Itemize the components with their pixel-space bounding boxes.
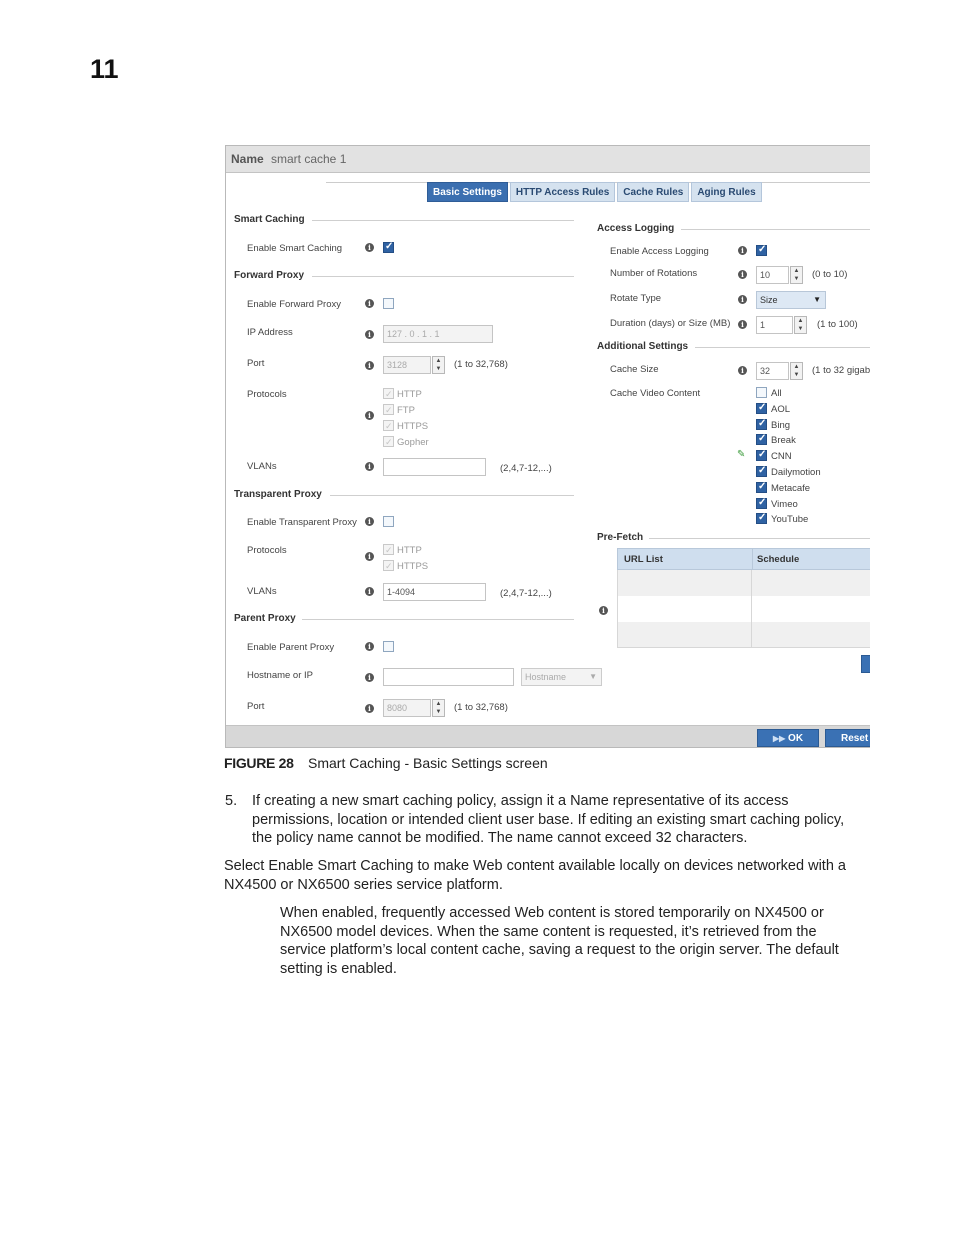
enable-parent-proxy-label: Enable Parent Proxy — [247, 642, 335, 653]
protocol-http-label: HTTP — [397, 389, 422, 400]
dialog-footer — [226, 725, 870, 748]
additional-settings-heading: Additional Settings — [597, 341, 689, 352]
step-number: 5. — [225, 793, 238, 809]
video-break-checkbox[interactable] — [756, 434, 767, 445]
port-stepper[interactable]: ▲ ▼ — [432, 699, 445, 717]
enable-forward-proxy-label: Enable Forward Proxy — [247, 299, 341, 310]
video-option-label: All — [771, 388, 782, 399]
smart-caching-screenshot — [225, 145, 870, 748]
figure-title: Smart Caching - Basic Settings screen — [308, 755, 548, 771]
hostname-type-value: Hostname — [525, 672, 567, 682]
tab-http-access-rules[interactable]: HTTP Access Rules — [510, 182, 615, 202]
rotations-input[interactable]: 10 — [756, 266, 789, 284]
video-option-label: YouTube — [771, 514, 809, 526]
video-vimeo-checkbox[interactable] — [756, 498, 767, 509]
rotations-stepper[interactable]: ▲ ▼ — [790, 266, 803, 284]
figure-caption — [224, 755, 548, 771]
hostname-input[interactable] — [383, 668, 514, 686]
video-option-label: Dailymotion — [771, 467, 821, 478]
enable-forward-proxy-checkbox[interactable] — [383, 298, 394, 309]
info-icon: i — [738, 295, 747, 304]
step-5-paragraph — [252, 792, 867, 848]
hostname-type-select[interactable] — [521, 668, 602, 686]
rotations-range-hint: (0 to 10) — [812, 269, 848, 280]
transparent-http-label: HTTP — [397, 545, 422, 556]
protocol-gopher-checkbox[interactable] — [383, 436, 394, 447]
enable-access-logging-label: Enable Access Logging — [610, 246, 709, 257]
transparent-http-checkbox[interactable] — [383, 544, 394, 555]
vlans-label: VLANs — [247, 586, 277, 597]
video-all-checkbox[interactable] — [756, 387, 767, 398]
ok-button[interactable] — [757, 729, 819, 747]
ok-arrow-icon: ▶▶ — [772, 734, 786, 743]
divider — [312, 220, 574, 221]
name-term: Name — [570, 793, 609, 809]
divider — [695, 347, 870, 348]
cache-size-input[interactable]: 32 — [756, 362, 789, 380]
divider — [681, 229, 870, 230]
table-row[interactable] — [617, 570, 870, 596]
rotate-type-label: Rotate Type — [610, 293, 662, 304]
cache-size-stepper[interactable]: ▲ ▼ — [790, 362, 803, 380]
protocol-http-checkbox[interactable] — [383, 388, 394, 399]
reset-button-label: Reset — [841, 733, 869, 744]
pencil-icon: ✎ — [737, 449, 746, 460]
column-divider — [752, 548, 753, 570]
protocols-label: Protocols — [247, 389, 287, 400]
port-label: Port — [247, 358, 265, 369]
select-text: Select — [224, 858, 269, 874]
forward-proxy-heading: Forward Proxy — [234, 270, 305, 281]
transparent-proxy-heading: Transparent Proxy — [234, 489, 322, 500]
duration-range-hint: (1 to 100) — [817, 319, 858, 330]
tab-bar — [427, 182, 764, 202]
tab-basic-settings[interactable]: Basic Settings — [427, 182, 508, 202]
tab-aging-rules[interactable]: Aging Rules — [691, 182, 761, 202]
vlans-hint: (2,4,7-12,...) — [500, 588, 552, 599]
video-cnn-checkbox[interactable] — [756, 450, 767, 461]
enable-transparent-proxy-label: Enable Transparent Proxy — [247, 517, 357, 528]
transparent-vlans-input[interactable]: 1-4094 — [383, 583, 486, 601]
video-metacafe-checkbox[interactable] — [756, 482, 767, 493]
table-row[interactable] — [617, 596, 870, 622]
transparent-https-label: HTTPS — [397, 561, 429, 572]
port-range-hint: (1 to 32,768) — [454, 702, 508, 713]
url-list-column[interactable]: URL List — [624, 554, 663, 565]
figure-number: FIGURE 28 — [224, 755, 294, 771]
info-icon: i — [365, 517, 374, 526]
port-range-hint: (1 to 32,768) — [454, 359, 508, 370]
divider — [649, 538, 870, 539]
info-icon: i — [365, 361, 374, 370]
enable-smart-caching-label: Enable Smart Caching — [247, 243, 343, 254]
protocol-https-checkbox[interactable] — [383, 420, 394, 431]
reset-button[interactable] — [825, 729, 870, 747]
info-icon: i — [599, 606, 608, 615]
name-bar — [226, 146, 870, 173]
info-icon: i — [738, 270, 747, 279]
port-stepper[interactable]: ▲ ▼ — [432, 356, 445, 374]
video-option-label: Vimeo — [771, 498, 798, 510]
divider — [330, 495, 574, 496]
name-value[interactable]: smart cache 1 — [271, 152, 347, 166]
rotations-label: Number of Rotations — [610, 268, 698, 279]
protocol-ftp-label: FTP — [397, 405, 415, 416]
cache-size-label: Cache Size — [610, 364, 659, 375]
info-icon: i — [738, 320, 747, 329]
ok-button-label: OK — [788, 733, 804, 744]
info-icon: i — [365, 462, 374, 471]
info-icon: i — [365, 411, 374, 420]
video-option-label: Bing — [771, 419, 791, 431]
rotate-type-value: Size — [760, 295, 778, 305]
select-text: to make Web content available locally on devices networked with a NX4500 or NX6500 series service platform. — [224, 858, 846, 893]
vlans-hint: (2,4,7-12,...) — [500, 463, 552, 474]
hostname-label: Hostname or IP — [247, 670, 313, 681]
vlans-label: VLANs — [247, 461, 277, 472]
video-option-label: CNN — [771, 451, 792, 463]
info-icon: i — [365, 642, 374, 651]
video-option-label: Break — [771, 435, 796, 447]
access-logging-heading: Access Logging — [597, 223, 675, 234]
protocol-ftp-checkbox[interactable] — [383, 404, 394, 415]
step-5-text: If creating a new smart caching policy, assign it a — [252, 793, 571, 809]
protocol-gopher-label: Gopher — [397, 437, 429, 448]
forward-port-input[interactable]: 3128 — [383, 356, 431, 374]
column-divider — [751, 570, 752, 648]
enable-smart-caching-term: Enable Smart Caching — [268, 858, 414, 874]
info-icon: i — [365, 243, 374, 252]
info-icon: i — [365, 587, 374, 596]
ip-address-input[interactable]: 127 . 0 . 1 . 1 — [383, 325, 493, 343]
video-bing-checkbox[interactable] — [756, 419, 767, 430]
cache-size-range-hint: (1 to 32 gigab — [812, 365, 870, 376]
info-icon: i — [365, 299, 374, 308]
divider — [312, 276, 574, 277]
cache-video-label: Cache Video Content — [610, 388, 701, 399]
duration-stepper[interactable]: ▲ ▼ — [794, 316, 807, 334]
enable-smart-caching-checkbox[interactable] — [383, 242, 394, 253]
tab-cache-rules[interactable]: Cache Rules — [617, 182, 689, 202]
chevron-down-icon: ▼ — [589, 672, 597, 681]
divider — [302, 619, 574, 620]
video-aol-checkbox[interactable] — [756, 403, 767, 414]
port-label: Port — [247, 701, 265, 712]
video-option-label: Metacafe — [771, 482, 811, 494]
table-row[interactable] — [617, 622, 870, 648]
when-enabled-paragraph: When enabled, frequently accessed Web content is stored temporarily on NX4500 or NX6500 model devices. When the same content is requested, it’s retrieved from the service platform’s local content cache, saving a request to the origin server. The default setting is enabled. — [280, 905, 839, 978]
schedule-column[interactable]: Schedule — [757, 554, 800, 565]
enable-transparent-proxy-checkbox[interactable] — [383, 516, 394, 527]
duration-label: Duration (days) or Size (MB) — [610, 318, 731, 329]
info-icon: i — [365, 330, 374, 339]
chapter-number: 11 — [90, 54, 119, 84]
ip-address-label: IP Address — [247, 327, 293, 338]
name-label: Name — [231, 152, 264, 166]
add-row-button[interactable] — [861, 655, 870, 673]
enable-parent-proxy-checkbox[interactable] — [383, 641, 394, 652]
info-icon: i — [365, 673, 374, 682]
info-icon: i — [738, 366, 747, 375]
info-icon: i — [738, 246, 747, 255]
video-option-label: AOL — [771, 403, 791, 415]
pre-fetch-heading: Pre-Fetch — [597, 532, 644, 543]
parent-proxy-heading: Parent Proxy — [234, 613, 296, 624]
rotate-type-select[interactable] — [756, 291, 826, 309]
enable-access-logging-checkbox[interactable] — [756, 245, 767, 256]
info-icon: i — [365, 704, 374, 713]
step-5-text: representative of its access permissions, location or intended client user base. If editing an existing smart caching policy, the policy name cannot be modified. The name cannot exceed 32 characters. — [252, 793, 845, 847]
transparent-https-checkbox[interactable] — [383, 560, 394, 571]
duration-input[interactable]: 1 — [756, 316, 793, 334]
prefetch-table-header — [617, 548, 870, 570]
forward-vlans-input[interactable] — [383, 458, 486, 476]
parent-port-input[interactable]: 8080 — [383, 699, 431, 717]
protocols-label: Protocols — [247, 545, 287, 556]
info-icon: i — [365, 552, 374, 561]
video-dailymotion-checkbox[interactable] — [756, 466, 767, 477]
smart-caching-heading: Smart Caching — [234, 214, 305, 225]
video-youtube-checkbox[interactable] — [756, 513, 767, 524]
protocol-https-label: HTTPS — [397, 421, 429, 432]
chevron-down-icon: ▼ — [813, 295, 821, 304]
select-paragraph — [224, 857, 864, 894]
